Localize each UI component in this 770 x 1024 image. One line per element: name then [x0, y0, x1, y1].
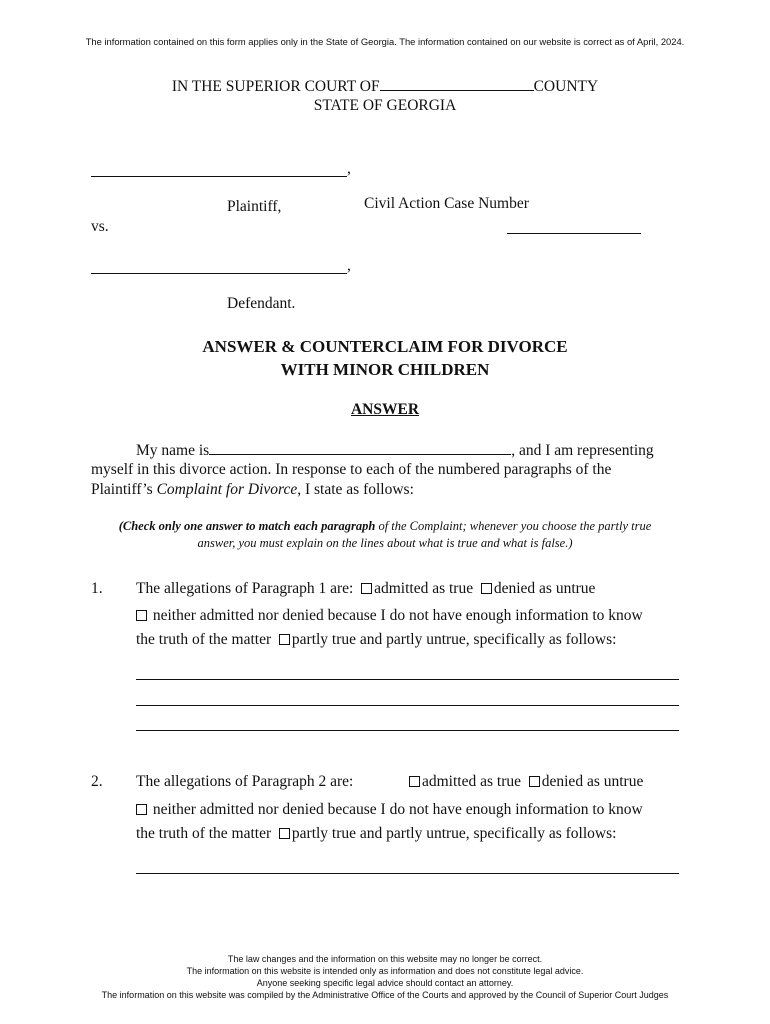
answer-heading: ANSWER: [350, 401, 420, 418]
defendant-label: Defendant.: [227, 295, 296, 312]
case-number-label: Civil Action Case Number: [364, 195, 529, 212]
neither-label: neither admitted nor denied because I do not have enough information to know: [152, 607, 643, 624]
explanation-line[interactable]: [136, 873, 679, 874]
admitted-label: admitted as true: [422, 773, 521, 790]
partly-checkbox[interactable]: [279, 828, 290, 839]
court-heading: [0, 76, 770, 96]
footer-line: Anyone seeking specific legal advice should contact an attorney.: [256, 978, 514, 988]
court-prefix: IN THE SUPERIOR COURT OF: [171, 78, 380, 95]
intro-line2: myself in this divorce action. In response to each of the numbered paragraphs of the: [91, 461, 612, 478]
plaintiff-name-field[interactable]: [91, 176, 347, 177]
admitted-checkbox[interactable]: [409, 776, 420, 787]
intro-line3-suffix: , I state as follows:: [297, 481, 414, 498]
plaintiff-comma: ,: [347, 160, 351, 177]
truth-text: the truth of the matter: [136, 631, 272, 648]
instruction-line2: answer, you must explain on the lines about what is true and what is false.): [197, 536, 573, 550]
paragraph-number: 2.: [91, 773, 103, 790]
paragraph-2-neither-line: [136, 801, 643, 819]
paragraph-1-neither-line: [136, 607, 643, 625]
paragraph-1-partly-line: [136, 631, 616, 649]
plaintiff-label: Plaintiff,: [227, 198, 282, 215]
partly-label: partly true and partly untrue, specifically as follows:: [291, 825, 617, 842]
neither-checkbox[interactable]: [136, 804, 147, 815]
intro-line3: [91, 480, 414, 500]
paragraph-lead: The allegations of Paragraph 1 are:: [136, 580, 354, 597]
my-name-field[interactable]: [209, 440, 511, 455]
complaint-title: Complaint for Divorce: [156, 481, 298, 498]
paragraph-2-lead: The allegations of Paragraph 2 are:: [136, 773, 354, 790]
intro-line1: [136, 440, 654, 461]
paragraph-number: 1.: [91, 580, 103, 597]
footer-line: The law changes and the information on this website may no longer be correct.: [227, 954, 543, 964]
court-suffix: COUNTY: [533, 78, 599, 95]
footer-line: The information on this website was compiled by the Administrative Office of the Courts and approved by the Council of Superior Court Judges: [101, 990, 669, 1000]
instruction-bold: (Check only one answer to match each paragraph: [118, 519, 376, 533]
instruction-line1: [0, 518, 770, 535]
my-name-suffix: , and I am representing: [511, 442, 654, 459]
state-heading: STATE OF GEORGIA: [313, 97, 457, 114]
defendant-name-field[interactable]: [91, 273, 347, 274]
admitted-checkbox[interactable]: [361, 583, 372, 594]
my-name-prefix: My name is: [136, 442, 210, 459]
instruction-rest: of the Complaint; whenever you choose the partly true: [375, 519, 652, 533]
paragraph-2-options: [409, 773, 643, 791]
defendant-comma: ,: [347, 257, 351, 274]
paragraph-2-partly-line: [136, 825, 616, 843]
paragraph-1-lead-line: [136, 580, 595, 598]
document-title-line2: WITH MINOR CHILDREN: [280, 360, 490, 379]
neither-checkbox[interactable]: [136, 610, 147, 621]
explanation-line[interactable]: [136, 705, 679, 706]
versus-label: vs.: [91, 218, 109, 235]
case-number-field[interactable]: [507, 233, 641, 234]
partly-label: partly true and partly untrue, specifically as follows:: [291, 631, 617, 648]
admitted-label: admitted as true: [374, 580, 474, 597]
county-name-field[interactable]: [380, 76, 534, 91]
truth-text: the truth of the matter: [136, 825, 272, 842]
document-title-line1: ANSWER & COUNTERCLAIM FOR DIVORCE: [202, 337, 568, 356]
explanation-line[interactable]: [136, 679, 679, 680]
footer-line: The information on this website is intended only as information and does not constitute legal advice.: [186, 966, 584, 976]
intro-line3-prefix: Plaintiff’s: [91, 481, 157, 498]
partly-checkbox[interactable]: [279, 634, 290, 645]
top-notice: The information contained on this form applies only in the State of Georgia. The information contained on our website is correct as of April, 2024.: [85, 36, 685, 47]
denied-checkbox[interactable]: [529, 776, 540, 787]
denied-label: denied as untrue: [493, 580, 596, 597]
neither-label: neither admitted nor denied because I do not have enough information to know: [152, 801, 643, 818]
explanation-line[interactable]: [136, 730, 679, 731]
denied-label: denied as untrue: [541, 773, 644, 790]
denied-checkbox[interactable]: [481, 583, 492, 594]
